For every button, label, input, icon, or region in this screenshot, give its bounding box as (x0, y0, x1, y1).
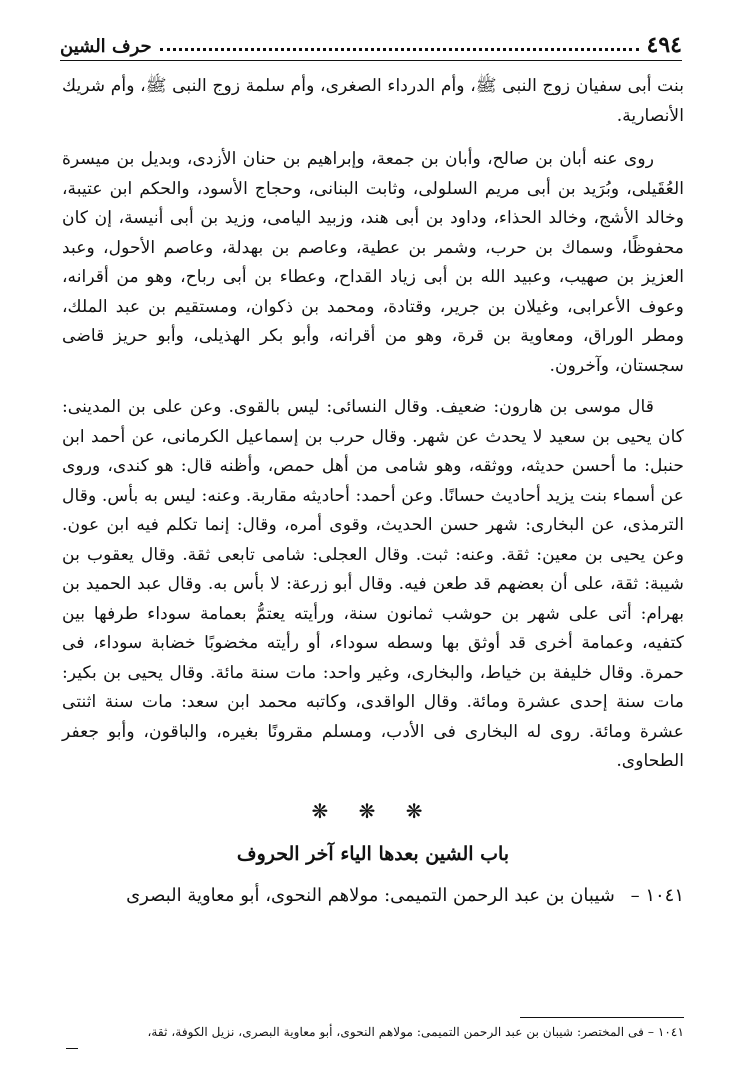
section-heading: باب الشين بعدها الياء آخر الحروف (236, 842, 510, 865)
page-header (60, 28, 682, 61)
paragraph-narrators: روى عنه أبان بن صالح، وأبان بن جمعة، وإبراهيم بن حنان الأزدى، وبديل بن ميسرة العُقَيلى، وبُرَيد بن أبى مريم السلولى، وثابت البنانى، وحجاج الأسود، والحكم ابن عتيبة، وخالد الأشج، وخالد الحذاء، وداود بن أبى هند، وزبيد اليامى، وزيد بن أبى أنيسة، إن كان محفوظًا، وسماك بن حرب، وشمر بن عطية، وعاصم بن بهدلة، وعاصم الأحول، وعبد العزيز بن صهيب، وعبيد الله بن أبى زياد القداح، وعطاء بن أبى رباح، وهو من أقرانه، وعوف الأعرابى، وغيلان بن جرير، وقتادة، ومحمد بن ذكوان، ومستقيم بن عبد الملك، ومطر الوراق، ومعاوية بن قرة، وهو من أقرانه، وأبو بكر الهذيلى، وأبو حريز قاضى سجستان، وآخرون. (62, 149, 684, 376)
entry-number: ١٠٤١ – (630, 884, 684, 906)
entry-line (62, 881, 684, 911)
main-text (62, 72, 684, 911)
footnote: ١٠٤١ – فى المختصر: شيبان بن عبد الرحمن التميمى: مولاهم النحوى، أبو معاوية البصرى، نزيل الكوفة، ثقة، (147, 1025, 684, 1039)
page-number: ٤٩٤ (646, 32, 682, 58)
section-separator: ❋ ❋ ❋ (311, 798, 435, 823)
paragraph-continuation: بنت أبى سفيان زوج النبى ﷺ، وأم الدرداء الصغرى، وأم سلمة زوج النبى ﷺ، وأم شريك الأنصارية. (62, 76, 684, 126)
paragraph-assessments: قال موسى بن هارون: ضعيف. وقال النسائى: ليس بالقوى. وعن على بن المدينى: كان يحيى بن سعيد لا يحدث عن شهر. وقال حرب بن إسماعيل الكرمانى، عن أحمد ابن حنبل: ما أحسن حديثه، ووثقه، وهو شامى من أهل حمص، وأظنه قال: هو كندى، وروى عن أسماء بنت يزيد أحاديث حسانًا. وعن أحمد: أحاديثه مقاربة. وعنه: ليس به بأس. وقال الترمذى، عن البخارى: شهر حسن الحديث، وقوى أمره، وقال: إنما تكلم فيه ابن عون. وعن يحيى بن معين: ثقة. وعنه: ثبت. وقال العجلى: شامى تابعى ثقة. وقال يعقوب بن شيبة: ثقة، على أن بعضهم قد طعن فيه. وقال أبو زرعة: لا بأس به. وقال عبد الحميد بن بهرام: أتى على شهر بن حوشب ثمانون سنة، ورأيته يعتمُّ بعمامة سوداء طرفها بين كتفيه، وعمامة أخرى قد أوثق بها وسطه سوداء، أو رأيته مخضوبًا خضابة سوداء، فى حمرة. وقال خليفة بن خياط، والبخارى، وغير واحد: مات سنة مائة. وقال يحيى بن بكير: مات سنة إحدى عشرة ومائة. وقال الواقدى، وكاتبه محمد ابن سعد: مات سنة اثنتى عشرة ومائة. روى له البخارى فى الأدب، ومسلم مقرونًا بغيره، والباقون، وأبو جعفر الطحاوى. (62, 397, 684, 771)
footnote-continuation-mark (66, 1048, 78, 1049)
entry-text: شيبان بن عبد الرحمن التميمى: مولاهم النحوى، أبو معاوية البصرى (126, 884, 615, 906)
header-dot-leader (160, 48, 639, 51)
footnote-divider (520, 1017, 684, 1018)
running-title: حرف الشين (60, 36, 152, 57)
